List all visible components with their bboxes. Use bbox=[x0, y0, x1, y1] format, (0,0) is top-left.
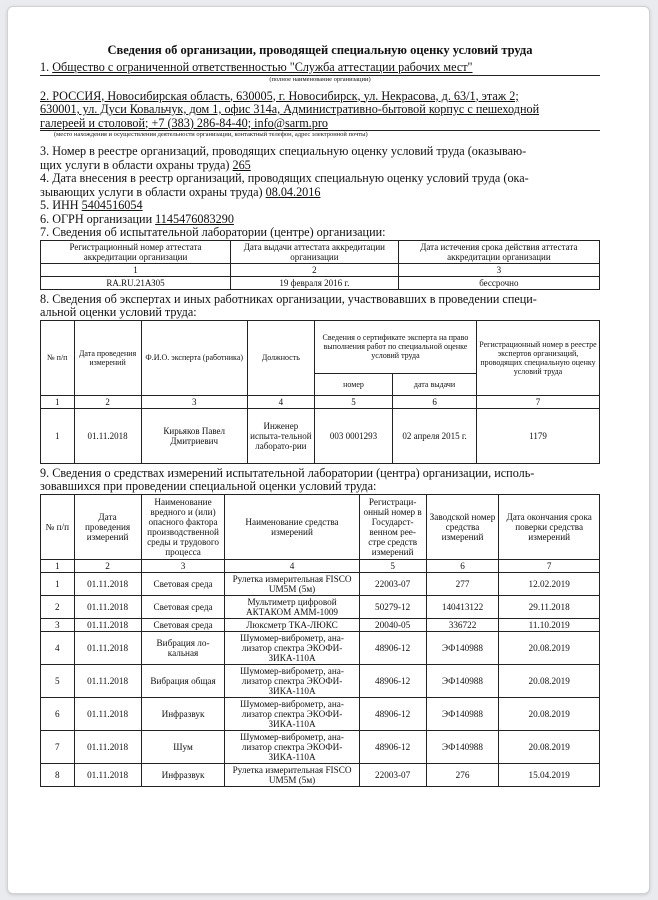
instrument-serial: ЭФ140988 bbox=[426, 631, 499, 664]
instrument-calibration-until: 15.04.2019 bbox=[499, 763, 600, 786]
accreditation-number: RA.RU.21АЗ05 bbox=[41, 276, 231, 289]
column-number: 1 bbox=[41, 263, 231, 276]
expert-position: Инженер испыта-тельной лаборато-рии bbox=[247, 408, 314, 463]
table-row bbox=[41, 730, 600, 763]
instrument-device: Шумомер-виброметр, ана-лизатор спектра ЭКОФИ-ЗИКА-110А bbox=[225, 631, 359, 664]
expert-fio: Кирьяков Павел Дмитриевич bbox=[141, 408, 247, 463]
header-num: № п/п bbox=[41, 494, 75, 559]
document-content bbox=[40, 43, 600, 787]
instrument-calibration-until: 12.02.2019 bbox=[499, 572, 600, 595]
address-caption: (место нахождения и осуществления деятельности организации, контактный телефон, адрес электронной почты) bbox=[54, 131, 368, 138]
experts-table bbox=[40, 320, 600, 464]
instrument-registry: 48906-12 bbox=[359, 697, 426, 730]
header-certificate: Сведения о сертификате эксперта на право выполнения работ по специальной оценке условий труда bbox=[314, 320, 476, 374]
instrument-device: Шумомер-виброметр, ана-лизатор спектра ЭКОФИ-ЗИКА-110А bbox=[225, 697, 359, 730]
expert-cert-number: 003 0001293 bbox=[314, 408, 392, 463]
instrument-date: 01.11.2018 bbox=[74, 572, 141, 595]
header-fio: Ф.И.О. эксперта (работника) bbox=[141, 320, 247, 395]
instrument-num: 2 bbox=[41, 595, 75, 618]
instrument-serial: 336722 bbox=[426, 618, 499, 631]
header-cert-number: номер bbox=[314, 374, 392, 395]
registry-date-label-1: 4. Дата внесения в реестр организаций, проводящих специальную оценку условий труда (ока- bbox=[40, 171, 529, 185]
table-row bbox=[41, 276, 600, 289]
table-number-row bbox=[41, 395, 600, 408]
lab-accreditation-table bbox=[40, 240, 600, 290]
header-state-registry: Регистраци-онный номер в Государст-венном рее-стре средств измерений bbox=[359, 494, 426, 559]
instrument-date: 01.11.2018 bbox=[74, 730, 141, 763]
table-row bbox=[41, 595, 600, 618]
header-position: Должность bbox=[247, 320, 314, 395]
header-cert-date: дата выдачи bbox=[393, 374, 477, 395]
document-page bbox=[7, 6, 650, 894]
registry-number-value: 265 bbox=[232, 157, 251, 172]
column-number: 5 bbox=[359, 559, 426, 572]
instrument-device: Рулетка измерительная FISCO UM5M (5м) bbox=[225, 763, 359, 786]
column-number: 1 bbox=[41, 395, 75, 408]
experts-heading-line-1: 8. Сведения об экспертах и иных работниках организации, участвовавших в проведении специ- bbox=[40, 291, 537, 306]
column-number: 5 bbox=[314, 395, 392, 408]
instrument-serial: ЭФ140988 bbox=[426, 730, 499, 763]
column-number: 6 bbox=[393, 395, 477, 408]
column-number: 3 bbox=[398, 263, 599, 276]
inn-label: 5. ИНН bbox=[40, 198, 79, 212]
table-row bbox=[41, 572, 600, 595]
instrument-registry: 20040-05 bbox=[359, 618, 426, 631]
registry-date-label-2: зывающих услуги в области охраны труда) bbox=[40, 184, 263, 199]
registry-number-block bbox=[40, 145, 600, 172]
inn-value: 5404516054 bbox=[81, 198, 143, 212]
instrument-date: 01.11.2018 bbox=[74, 631, 141, 664]
experts-heading-line-2: альной оценки условий труда: bbox=[40, 305, 197, 319]
column-number: 4 bbox=[225, 559, 359, 572]
accreditation-expiry: бессрочно bbox=[398, 276, 599, 289]
column-number: 7 bbox=[499, 559, 600, 572]
table-row bbox=[41, 664, 600, 697]
table-header-cell: Регистрационный номер аттестата аккредитации организации bbox=[41, 240, 231, 263]
instrument-registry: 22003-07 bbox=[359, 572, 426, 595]
instrument-num: 6 bbox=[41, 697, 75, 730]
instrument-factor: Вибрация общая bbox=[141, 664, 225, 697]
table-row bbox=[41, 631, 600, 664]
header-date: Дата проведения измерений bbox=[74, 320, 141, 395]
address-line-1: РОССИЯ, Новосибирская область, 630005, г. Новосибирск, ул. Некрасова, д. 63/1, этаж 2; bbox=[52, 88, 519, 103]
column-number: 7 bbox=[476, 395, 599, 408]
column-number: 2 bbox=[74, 559, 141, 572]
instrument-num: 4 bbox=[41, 631, 75, 664]
instrument-serial: 277 bbox=[426, 572, 499, 595]
instrument-device: Люксметр ТКА-ЛЮКС bbox=[225, 618, 359, 631]
registry-number-label-1: 3. Номер в реестре организаций, проводящих специальную оценку условий труда (оказываю- bbox=[40, 144, 527, 158]
instrument-registry: 48906-12 bbox=[359, 631, 426, 664]
registry-number-label-2: щих услуги в области охраны труда) bbox=[40, 157, 230, 172]
header-factor: Наименование вредного и (или) опасного фактора производственной среды и трудового процесса bbox=[141, 494, 225, 559]
instrument-date: 01.11.2018 bbox=[74, 697, 141, 730]
instrument-num: 3 bbox=[41, 618, 75, 631]
registry-date-block bbox=[40, 172, 600, 199]
instrument-registry: 50279-12 bbox=[359, 595, 426, 618]
instrument-date: 01.11.2018 bbox=[74, 763, 141, 786]
instrument-factor: Световая среда bbox=[141, 572, 225, 595]
registry-date-value: 08.04.2016 bbox=[265, 184, 321, 199]
instrument-calibration-until: 11.10.2019 bbox=[499, 618, 600, 631]
instrument-calibration-until: 20.08.2019 bbox=[499, 697, 600, 730]
header-calibration: Дата окончания срока поверки средства измерений bbox=[499, 494, 600, 559]
instrument-calibration-until: 29.11.2018 bbox=[499, 595, 600, 618]
instruments-heading-line-2: зовавшихся при проведении специальной оценки условий труда: bbox=[40, 479, 377, 493]
instrument-factor: Световая среда bbox=[141, 595, 225, 618]
table-header-cell: Дата выдачи аттестата аккредитации организации bbox=[231, 240, 399, 263]
instrument-registry: 48906-12 bbox=[359, 664, 426, 697]
instrument-serial: 276 bbox=[426, 763, 499, 786]
table-row bbox=[41, 697, 600, 730]
expert-registry-number: 1179 bbox=[476, 408, 599, 463]
instrument-device: Шумомер-виброметр, ана-лизатор спектра ЭКОФИ-ЗИКА-110А bbox=[225, 664, 359, 697]
expert-cert-date: 02 апреля 2015 г. bbox=[393, 408, 477, 463]
column-number: 2 bbox=[231, 263, 399, 276]
instrument-registry: 22003-07 bbox=[359, 763, 426, 786]
instrument-serial: ЭФ140988 bbox=[426, 664, 499, 697]
document-title: Сведения об организации, проводящей специальную оценку условий труда bbox=[107, 43, 533, 57]
column-number: 1 bbox=[41, 559, 75, 572]
lab-heading: 7. Сведения об испытательной лаборатории (центре) организации: bbox=[40, 225, 386, 239]
instruments-table bbox=[40, 494, 600, 787]
column-number: 4 bbox=[247, 395, 314, 408]
address-line-2: 630001, ул. Дуси Ковальчук, дом 1, офис 314а, Административно-бытовой корпус с пешеходной bbox=[40, 102, 540, 116]
inn-line bbox=[40, 199, 600, 213]
instrument-device: Мультиметр цифровой АКТАКОМ АММ-1009 bbox=[225, 595, 359, 618]
accreditation-date: 19 февраля 2016 г. bbox=[231, 276, 399, 289]
column-number: 3 bbox=[141, 395, 247, 408]
instrument-registry: 48906-12 bbox=[359, 730, 426, 763]
instrument-num: 1 bbox=[41, 572, 75, 595]
header-num: № п/п bbox=[41, 320, 75, 395]
instrument-calibration-until: 20.08.2019 bbox=[499, 664, 600, 697]
table-header-cell: Дата истечения срока действия аттестата аккредитации организации bbox=[398, 240, 599, 263]
instrument-date: 01.11.2018 bbox=[74, 618, 141, 631]
instrument-factor: Шум bbox=[141, 730, 225, 763]
table-header-row bbox=[41, 320, 600, 374]
expert-num: 1 bbox=[41, 408, 75, 463]
column-number: 6 bbox=[426, 559, 499, 572]
column-number: 3 bbox=[141, 559, 225, 572]
table-row bbox=[41, 763, 600, 786]
instrument-factor: Инфразвук bbox=[141, 697, 225, 730]
table-number-row bbox=[41, 559, 600, 572]
instrument-factor: Световая среда bbox=[141, 618, 225, 631]
instrument-num: 8 bbox=[41, 763, 75, 786]
header-serial: Заводской номер средства измерений bbox=[426, 494, 499, 559]
instrument-num: 5 bbox=[41, 664, 75, 697]
table-header-row bbox=[41, 494, 600, 559]
table-number-row bbox=[41, 263, 600, 276]
instrument-serial: 140413122 bbox=[426, 595, 499, 618]
instruments-heading-line-1: 9. Сведения о средствах измерений испытательной лаборатории (центра) организации, исполь- bbox=[40, 465, 535, 480]
ogrn-value: 1145476083290 bbox=[155, 211, 234, 226]
experts-heading bbox=[40, 293, 600, 320]
expert-date: 01.11.2018 bbox=[74, 408, 141, 463]
section-1-number: 1. bbox=[40, 60, 50, 74]
column-number: 2 bbox=[74, 395, 141, 408]
instrument-date: 01.11.2018 bbox=[74, 595, 141, 618]
instrument-serial: ЭФ140988 bbox=[426, 697, 499, 730]
header-device: Наименование средства измерений bbox=[225, 494, 359, 559]
instrument-num: 7 bbox=[41, 730, 75, 763]
section-2-number: 2. bbox=[40, 88, 50, 103]
instruments-heading bbox=[40, 467, 600, 494]
org-name-caption: (полное наименование организации) bbox=[269, 75, 371, 83]
instrument-device: Шумомер-виброметр, ана-лизатор спектра ЭКОФИ-ЗИКА-110А bbox=[225, 730, 359, 763]
org-full-name: Общество с ограниченной ответственностью "Служба аттестации рабочих мест" bbox=[52, 60, 473, 74]
instrument-device: Рулетка измерительная FISCO UM5M (5м) bbox=[225, 572, 359, 595]
address-line-3: галереей и столовой; +7 (383) 286-84-40; info@sarm.pro bbox=[40, 115, 328, 130]
org-name-line bbox=[40, 61, 600, 76]
instrument-factor: Вибрация ло-кальная bbox=[141, 631, 225, 664]
instrument-calibration-until: 20.08.2019 bbox=[499, 730, 600, 763]
table-header-row bbox=[41, 240, 600, 263]
instrument-date: 01.11.2018 bbox=[74, 664, 141, 697]
org-address-block bbox=[40, 90, 600, 132]
instrument-factor: Инфразвук bbox=[141, 763, 225, 786]
table-row bbox=[41, 408, 600, 463]
instrument-calibration-until: 20.08.2019 bbox=[499, 631, 600, 664]
ogrn-line bbox=[40, 213, 600, 227]
header-date: Дата проведения измерений bbox=[74, 494, 141, 559]
ogrn-label: 6. ОГРН организации bbox=[40, 211, 153, 226]
table-row bbox=[41, 618, 600, 631]
header-registry: Регистрационный номер в реестре экспертов организаций, проводящих специальную оценку условий труда bbox=[476, 320, 599, 395]
